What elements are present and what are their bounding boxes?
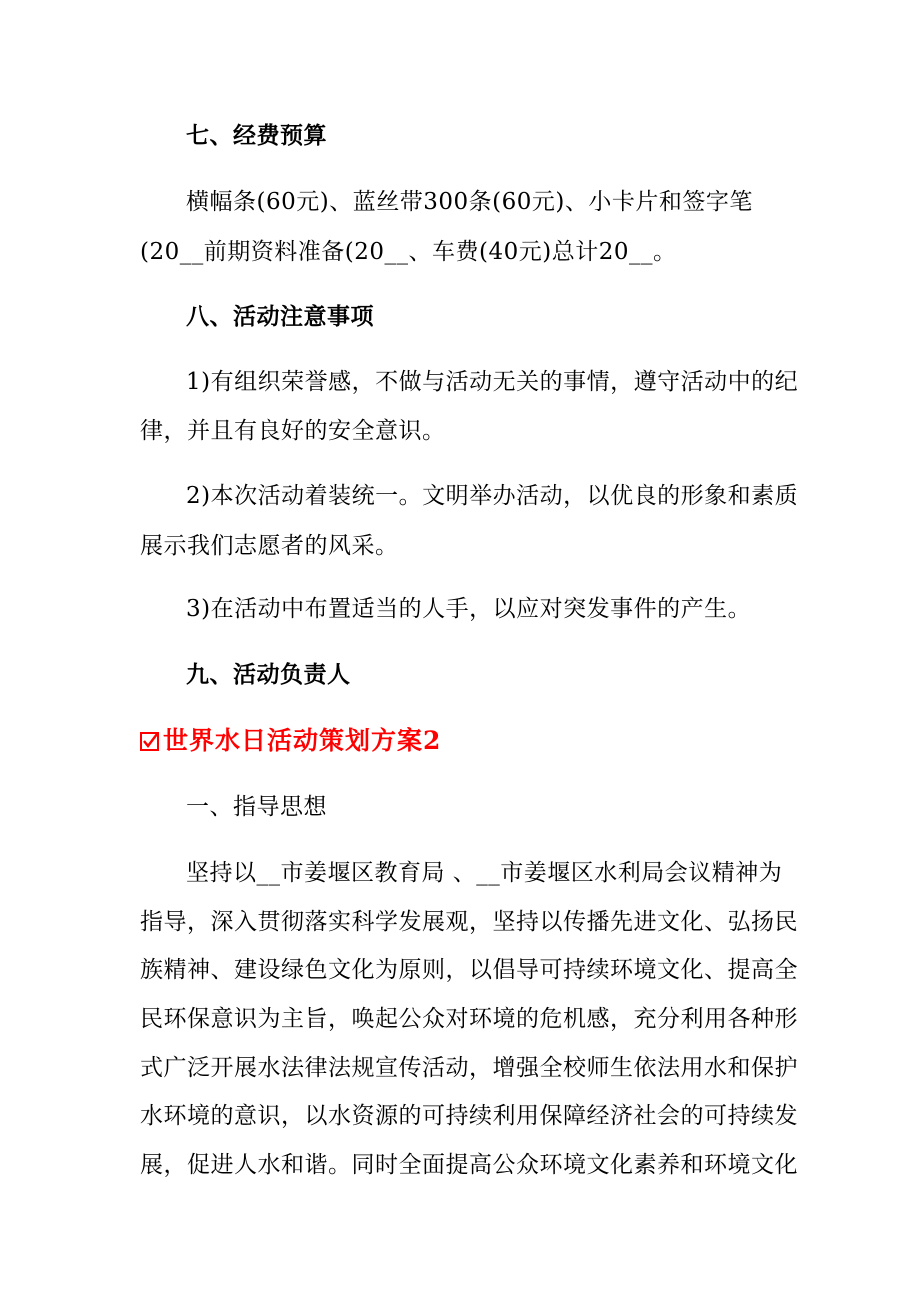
paragraph-line: 水环境的意识，以水资源的可持续利用保障经济社会的可持续发 (140, 1103, 798, 1129)
section-heading-notes: 八、活动注意事项 (186, 303, 374, 330)
section-heading-guiding-ideology: 一、指导思想 (186, 794, 327, 820)
note-item-1-line-1: 1)有组织荣誉感，不做与活动无关的事情，遵守活动中的纪 (186, 369, 799, 395)
plan-2-title (140, 726, 441, 756)
paragraph-line: 式广泛开展水法律法规宣传活动，增强全校师生依法用水和保护 (140, 1055, 798, 1081)
note-item-1-line-2: 律，并且有良好的安全意识。 (140, 418, 446, 444)
paragraph-line: 族精神、建设绿色文化为原则，以倡导可持续环境文化、提高全 (140, 957, 798, 983)
paragraph-line: 指导，深入贯彻落实科学发展观，坚持以传播先进文化、弘扬民 (140, 909, 798, 935)
budget-text-line-2: (20__前期资料准备(20__、车费(40元)总计20__。 (140, 239, 677, 265)
note-item-2-line-2: 展示我们志愿者的风采。 (140, 533, 399, 559)
budget-text-line-1: 横幅条(60元)、蓝丝带300条(60元)、小卡片和签字笔 (186, 189, 753, 215)
paragraph-line: 民环保意识为主旨，唤起公众对环境的危机感，充分利用各种形 (140, 1006, 798, 1032)
note-item-2-line-1: 2)本次活动着装统一。文明举办活动，以优良的形象和素质 (186, 483, 799, 509)
section-heading-leader: 九、活动负责人 (186, 661, 351, 688)
plan-2-title-text: 世界水日活动策划方案2 (163, 726, 442, 755)
note-item-3-line-1: 3)在活动中布置适当的人手，以应对突发事件的产生。 (186, 596, 752, 622)
section-heading-budget: 七、经费预算 (186, 122, 327, 149)
checkbox-checked-icon (140, 732, 159, 751)
paragraph-line: 坚持以__市姜堰区教育局 、__市姜堰区水利局会议精神为 (186, 860, 783, 886)
paragraph-line: 展，促进人水和谐。同时全面提高公众环境文化素养和环境文化 (140, 1152, 798, 1178)
